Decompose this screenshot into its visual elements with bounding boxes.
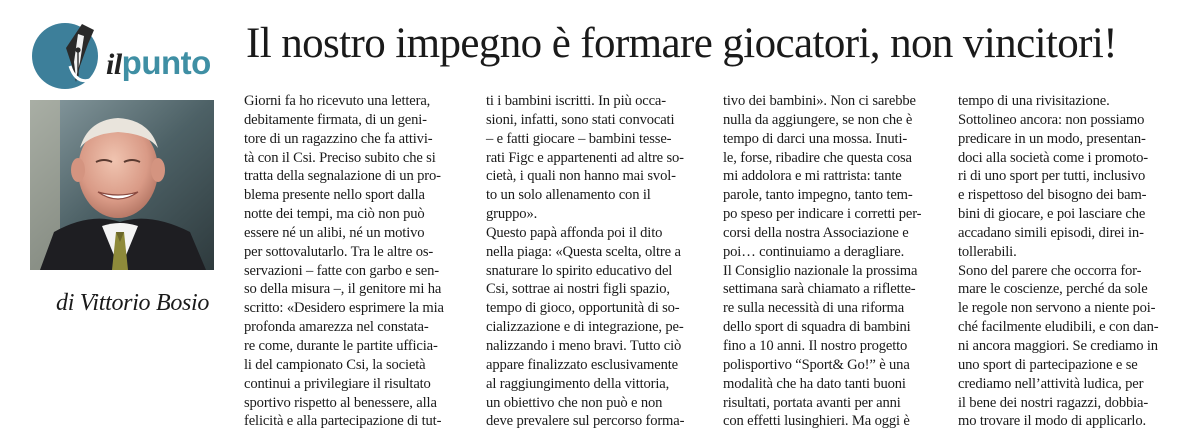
text-line: Csi, sottrae ai nostri figli spazio, [486,281,670,298]
text-line: re come, durante le partite ufficia- [244,337,438,354]
text-line: con effetti lusinghieri. Ma oggi è [723,413,910,430]
text-line: le, forse, ribadire che questa cosa [723,149,912,166]
text-line: cializzazione e di integrazione, pe- [486,319,684,336]
logo-prefix: il [106,48,122,81]
text-line: polisportivo “Sport& Go!” è una [723,356,910,373]
text-line: essere né un alibi, né un motivo [244,224,425,241]
text-line: tempo di gioco, opportunità di so- [486,300,680,317]
text-line: to un solo allenamento con il [486,187,651,204]
fountain-pen-nib-icon [32,20,108,90]
article-column-1 [244,92,472,431]
article-headline: Il nostro impegno è formare giocatori, non vincitori! [246,20,1117,67]
text-line: accadano simili episodi, direi in- [958,224,1144,241]
text-line: mare le coscienze, perché da sole [958,281,1148,298]
text-line: tempo di darci una mossa. Inuti- [723,130,908,147]
text-line: profonda amarezza nel constata- [244,319,429,336]
text-line: tollerabili. [958,243,1017,260]
text-line: Sono del parere che occorra for- [958,262,1142,279]
text-line: ti i bambini iscritti. In più occa- [486,93,666,109]
text-line: sportivo rispetto al benessere, alla [244,394,437,411]
text-line: nalizzando i meno bravi. Tutto ciò [486,337,682,354]
text-line: so della misura –, il genitore mi ha [244,281,442,298]
text-line: doci alla società come i promoto- [958,149,1148,166]
text-line: nulla da aggiungere, se non che è [723,111,913,128]
author-photo [30,100,214,270]
text-line: il bene dei nostri ragazzi, dobbia- [958,394,1149,411]
text-line: re sulla necessità di una riforma [723,300,905,317]
text-line: Questo papà affonda poi il dito [486,224,663,241]
text-line: cietà, i quali non hanno mai svol- [486,168,676,185]
text-line: po speso per indicare i corretti per- [723,206,922,223]
logo-name: punto [121,44,211,81]
text-line: – e fatti giocare – bambini tesse- [486,130,672,147]
text-line: Giorni fa ho ricevuto una lettera, [244,93,431,109]
text-line: ni ancora maggiori. Se crediamo in [958,337,1158,354]
article-column-2 [486,92,714,431]
text-line: tà con il Csi. Preciso subito che si [244,149,436,166]
text-line: bini di giocare, e poi lasciare che [958,206,1146,223]
text-line: poi… continuiamo a deragliare. [723,243,905,260]
text-line: dello sport di squadra di bambini [723,319,911,336]
logo-wordmark [106,46,211,80]
text-line: appare finalizzato esclusivamente [486,356,678,373]
text-line: mo trovare il modo di applicarlo. [958,413,1146,430]
text-line: notte dei tempi, ma ciò non può [244,206,425,223]
text-line: fino a 10 anni. Il nostro progetto [723,337,908,354]
text-line: debitamente firmata, di un geni- [244,111,427,128]
text-line: scritto: «Desidero esprimere la mia [244,300,444,317]
text-line: parole, tanto impegno, tanto tem- [723,187,913,204]
text-line: blema presente nello sport dalla [244,187,425,204]
text-line: risultati, portata avanti per anni [723,394,901,411]
article-column-3 [723,92,951,431]
text-line: tempo di una rivisitazione. [958,93,1110,109]
text-line: nella piaga: «Questa scelta, oltre a [486,243,681,260]
text-line: Sottolineo ancora: non possiamo [958,111,1145,128]
text-line: ché facilmente eludibili, e con dan- [958,319,1159,336]
author-byline: di Vittorio Bosio [56,290,210,316]
text-line: Il Consiglio nazionale la prossima [723,262,918,279]
text-line: mi addolora e mi rattrista: tante [723,168,902,185]
il-punto-logo [32,20,222,90]
text-line: le regole non servono a niente poi- [958,300,1156,317]
text-line: tivo dei bambini». Non ci sarebbe [723,93,916,109]
text-line: per sottovalutarlo. Tra le altre os- [244,243,434,260]
text-line: e rispettoso del bisogno dei bam- [958,187,1147,204]
article-column-4 [958,92,1186,431]
text-line: corsi della nostra Associazione e [723,224,909,241]
text-line: continui a privilegiare il risultato [244,375,431,392]
text-line: al raggiungimento della vittoria, [486,375,670,392]
text-line: settimana sarà chiamato a riflette- [723,281,916,298]
text-line: deve prevalere sul percorso forma- [486,413,685,430]
text-line: tratta della segnalazione di un pro- [244,168,441,185]
text-line: felicità e alla partecipazione di tut- [244,413,442,430]
text-line: ri di uno sport per tutti, inclusivo [958,168,1146,185]
text-line: tore di un ragazzino che fa attivi- [244,130,433,147]
text-line: uno sport di partecipazione e se [958,356,1138,373]
text-line: gruppo». [486,206,538,223]
text-line: crediamo nell’attività ludica, per [958,375,1144,392]
text-line: servazioni – fatte con garbo e sen- [244,262,439,279]
text-line: li del campionato Csi, la società [244,356,426,373]
text-line: predicare in un modo, presentan- [958,130,1146,147]
text-line: sioni, infatti, sono stati convocati [486,111,675,128]
text-line: snaturare lo spirito educativo del [486,262,673,279]
text-line: rati Figc e appartenenti ad altre so- [486,149,684,166]
text-line: un obiettivo che non può e non [486,394,663,411]
text-line: modalità che ha dato tanti buoni [723,375,906,392]
